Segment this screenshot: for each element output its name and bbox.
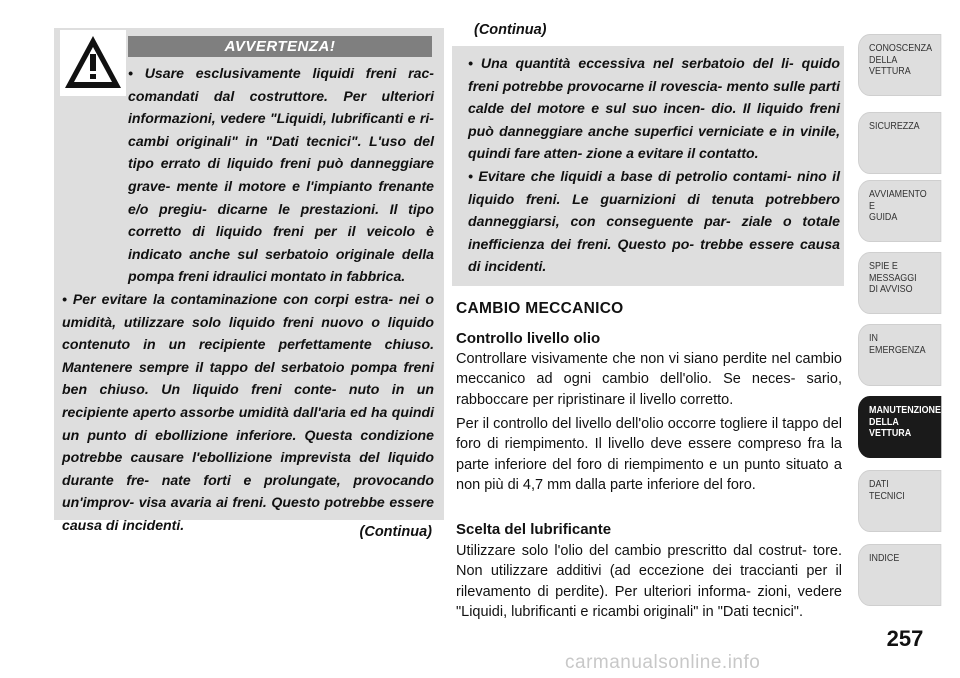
tab-label: SPIE E MESSAGGI DI AVVISO <box>869 260 917 295</box>
tab-label: MANUTENZIONE DELLA VETTURA <box>869 404 941 439</box>
subheading-oil-level: Controllo livello olio <box>456 330 601 347</box>
watermark: carmanualsonline.info <box>565 652 761 673</box>
warning-bullet-1: • Usare esclusivamente liquidi freni rac- comandati dal costruttore. Per ulteriori informazioni, vedere "Liquidi, lubrificanti e ri- cambi originali" in "Dati tecnici". L'uso del tipo errato di liquido freni può danneggiare grave- mente il motore e l'impianto frenante e/o pregiu- dicarne le prestazioni. Il tipo corretto di liquido freni per il veicolo è indicato anche sul serbatoio originale della pompa freni idraulici montato in fabbrica. <box>128 65 434 285</box>
warning-title: AVVERTENZA! <box>128 36 432 57</box>
warning-cont-bullet-1: • Una quantità eccessiva nel serbatoio del li- quido freni potrebbe provocarne il rovescia- mento sulle parti calde del motore e sul suo incen- dio. Il liquido freni può danneggiare anche superfici verniciate e in vinile, quindi fare atten- zione a evitare il contatto. <box>468 55 840 162</box>
warning-text-continued <box>468 52 840 278</box>
tab-label: DATI TECNICI <box>869 478 905 502</box>
warning-text <box>62 62 434 536</box>
tab-conoscenza[interactable] <box>858 34 941 96</box>
page-number: 257 <box>886 626 924 651</box>
tab-emergenza[interactable] <box>858 324 941 386</box>
subheading-lubricant: Scelta del lubrificante <box>456 521 612 538</box>
tab-indice[interactable] <box>858 544 941 606</box>
tab-sicurezza[interactable] <box>858 112 941 174</box>
paragraph-oil-level: Per il controllo del livello dell'olio occorre togliere il tappo del foro di riempimento. Il livello deve essere compreso fra la parte inferiore del foro di riempimento e un punto situato a non più di 4,7 mm dalla parte inferiore del foro. <box>456 416 842 494</box>
tab-avviamento[interactable] <box>858 180 941 242</box>
tab-manutenzione[interactable] <box>858 396 941 458</box>
tab-label: IN EMERGENZA <box>869 332 926 356</box>
warning-bullet-2: • Per evitare la contaminazione con corpi estra- nei o umidità, utilizzare solo liquido freni nuovo o liquido contenuto in un recipiente perfettamente chiuso. Mantenere sempre il tappo del serbatoio pompa freni ben chiuso. Un liquido freni conte- nuto in un recipiente aperto assorbe umidità dall'aria ed ha quindi un punto di ebollizione inferiore. Questa condizione potrebbe causare l'ebollizione imprevista del liquido durante fre- nate forti e prolungate, provocando un'improv- visa avaria ai freni. Questo potrebbe essere causa di incidenti. <box>62 290 434 533</box>
paragraph-lubricant: Utilizzare solo l'olio del cambio prescritto dal costrut- tore. Non utilizzare additivi (ad eccezione dei traccianti per il rilevamento di perdite). Per ulteriori informa- zioni, vedere "Liquidi, lubrificanti e ricambi originali" in "Dati tecnici". <box>456 543 842 621</box>
tab-dati-tecnici[interactable] <box>858 470 941 532</box>
tab-label: CONOSCENZA DELLA VETTURA <box>869 42 933 77</box>
section-title: CAMBIO MECCANICO <box>456 300 624 317</box>
tab-label: INDICE <box>869 552 900 564</box>
continued-label: (Continua) <box>359 524 432 540</box>
tab-spie[interactable] <box>858 252 941 314</box>
warning-cont-bullet-2: • Evitare che liquidi a base di petrolio contami- nino il liquido freni. Le guarnizioni di tenuta potrebbero danneggiarsi, con conseguente par- ziale o totale inefficienza dei freni. Questo po- trebbe essere causa di incidenti. <box>468 167 840 275</box>
tab-label: AVVIAMENTO E GUIDA <box>869 188 927 223</box>
paragraph-oil-check: Controllare visivamente che non vi siano perdite nel cambio meccanico ad ogni cambio dell'olio. Se neces- sario, rabboccare per ripristinare il livello corretto. <box>456 351 842 408</box>
continued-header: (Continua) <box>474 22 547 38</box>
tab-label: SICUREZZA <box>869 120 920 132</box>
